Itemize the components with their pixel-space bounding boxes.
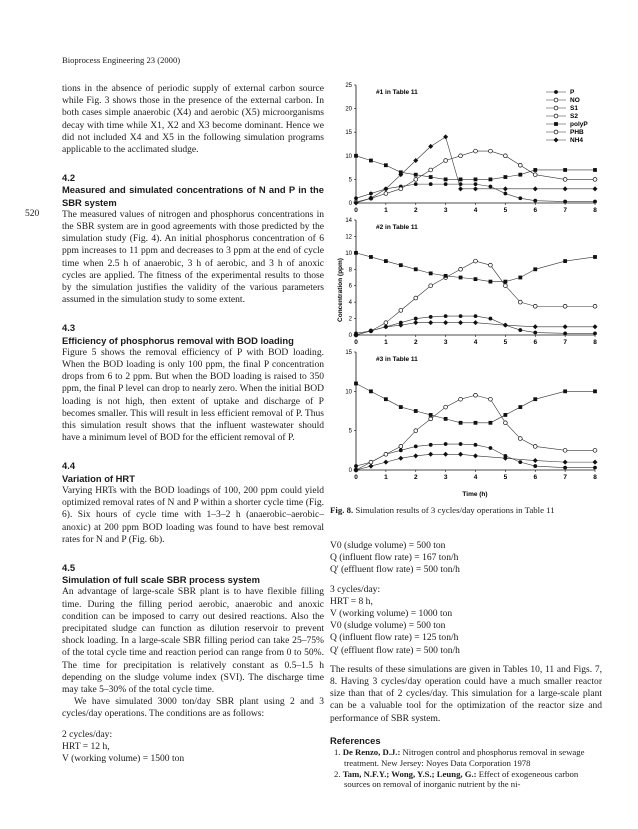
data-point-P [563,200,567,204]
data-point-polyP [563,389,567,393]
section-4-2 [62,172,324,306]
data-point-NO [563,178,567,182]
conditions-2-cycles [62,729,324,766]
data-point-polyP [429,271,433,275]
data-point-P [429,315,433,319]
data-point-NO [414,429,418,433]
references-heading: References [330,734,381,746]
data-point-NH4 [383,324,388,329]
data-point-polyP [533,267,537,271]
data-point-polyP [369,389,373,393]
data-point-NH4 [413,453,418,458]
data-point-NO [399,308,403,312]
legend-marker [554,114,558,118]
condition-line: Q (influent flow rate) = 167 ton/h [330,552,459,564]
data-point-polyP [533,168,537,172]
data-point-NO [593,178,597,182]
data-point-NH4 [458,186,463,191]
data-point-P [354,464,358,468]
condition-line: V0 (sludge volume) = 500 ton [330,540,446,551]
series-line-polyP [356,156,595,180]
data-point-P [563,466,567,470]
data-point-NH4 [368,464,373,469]
data-point-NH4 [593,186,598,191]
y-axis-label: Concentration (ppm) [337,258,344,322]
series-line-polyP [356,383,595,422]
y-tick-label: 0 [348,333,352,339]
data-point-polyP [459,178,463,182]
data-point-polyP [414,173,418,177]
running-head: Bioprocess Engineering 23 (2000) [62,55,181,65]
data-point-polyP [474,421,478,425]
data-point-NO [384,192,388,196]
data-point-polyP [429,413,433,417]
data-point-NH4 [533,458,538,463]
ref-number: 1. [334,747,341,758]
data-point-polyP [399,405,403,409]
section-number: 4.2 [62,172,76,184]
y-tick-label: 5 [348,428,352,435]
data-point-NO [474,393,478,397]
data-point-NO [459,397,463,401]
x-tick-label: 3 [443,474,448,481]
data-point-NO [384,452,388,456]
section-title: Variation of HRT [62,472,135,484]
x-tick-label: 0 [354,207,358,214]
data-point-P [399,448,403,452]
data-point-NO [489,263,493,267]
section-number: 4.4 [62,460,76,472]
data-point-polyP [444,178,448,182]
data-point-NH4 [593,324,598,329]
data-point-NH4 [413,320,418,325]
y-tick-label: 4 [348,300,352,307]
section-text: Figure 5 shows the removal efficiency of P with BOD loading. When the BOD loading is only 100 ppm, the final P concentration drops from 6 to 2 ppm. But when the BOD loading is raised to 350 ppm, the final P level can drop to nearly zero. When the initial BOD loading is not high, then extent of uptake and discharge of P becomes smaller. This will result in less efficient removal of P. Thus this simulation result shows that the influent wastewater should have a minimum level of BOD for the efficient removal of P. [62,346,324,444]
data-point-NO [518,437,522,441]
section-title: Efficiency of phosphorus removal with BOD loading [62,334,294,346]
y-tick-label: 14 [345,218,352,224]
data-point-polyP [369,159,373,163]
data-point-NH4 [368,328,373,333]
legend-marker [554,130,558,134]
data-point-NH4 [473,320,478,325]
legend [570,89,588,144]
data-point-NO [429,168,433,172]
data-point-polyP [503,413,507,417]
data-point-NO [414,178,418,182]
data-point-NO [503,154,507,158]
y-tick-label: 10 [345,389,352,396]
simulation-chart [330,80,602,500]
figure-8 [330,80,602,500]
caption-label: Fig. 8. [330,505,354,515]
x-tick-label: 4 [473,474,478,481]
condition-line: Q' (effluent flow rate) = 500 ton/h [330,644,460,656]
series-line-NO [356,395,595,470]
y-tick-label: 0 [348,468,352,474]
data-point-P [563,331,567,335]
x-tick-label: 0 [354,474,358,481]
data-point-polyP [503,280,507,284]
data-point-NH4 [443,320,448,325]
y-tick-label: 25 [345,83,352,89]
data-point-polyP [474,277,478,281]
data-point-P [459,442,463,446]
section-text: Varying HRTs with the BOD loadings of 100, 200 ppm could yield optimized removal rates of N and P within a shorter cycle time (Fig. 6). Six hours of cycle time with 1–3–2 h (anaerobic–aerobic–anoxic) at 200 ppm BOD loading was found to have best removal rates for N and P (Fig. 6b). [62,484,324,545]
data-point-P [489,446,493,450]
data-point-polyP [503,175,507,179]
data-point-polyP [533,397,537,401]
y-tick-label: 15 [345,350,352,356]
x-tick-label: 3 [443,339,448,346]
x-tick-label: 8 [593,474,597,481]
data-point-NO [563,448,567,452]
section-text-continued: We have simulated 3000 ton/day SBR plant using 2 and 3 cycles/day operations. The conditions are as follows: [62,696,324,720]
legend-label: P [570,89,575,96]
x-tick-label: 6 [533,474,538,481]
data-point-NO [399,187,403,191]
right-column [330,540,602,790]
legend-label: polyP [570,121,588,128]
data-point-P [444,314,448,318]
legend-marker [554,138,559,143]
data-point-P [593,466,597,470]
data-point-NH4 [473,453,478,458]
data-point-P [354,196,358,200]
left-column [62,83,324,765]
data-point-polyP [399,263,403,267]
data-point-NH4 [563,460,568,465]
x-tick-label: 2 [413,474,418,481]
data-point-P [414,317,418,321]
data-point-P [474,182,478,186]
data-point-NH4 [563,324,568,329]
legend-label: NH4 [570,137,584,144]
x-tick-label: 7 [563,207,567,214]
y-tick-label: 10 [345,250,352,257]
condition-line: Q (influent flow rate) = 125 ton/h [330,632,459,644]
data-point-NH4 [428,452,433,457]
data-point-NO [414,296,418,300]
data-point-P [593,331,597,335]
x-tick-label: 4 [473,339,478,346]
data-point-polyP [354,154,358,158]
data-point-polyP [384,397,388,401]
panel-title: #1 in Table 11 [376,89,418,96]
legend-label: PHB [570,129,584,136]
data-point-polyP [593,389,597,393]
data-point-polyP [593,168,597,172]
data-point-P [518,460,522,464]
data-point-NH4 [563,186,568,191]
x-tick-label: 8 [593,339,597,346]
data-point-polyP [518,276,522,280]
data-point-NO [533,173,537,177]
data-point-P [459,314,463,318]
data-point-polyP [384,259,388,263]
y-tick-label: 6 [348,283,352,290]
data-point-NO [518,300,522,304]
data-point-P [414,182,418,186]
section-4-5 [62,562,324,721]
conditions-3-cycles-heading: 3 cycles/day: [330,583,381,595]
data-point-polyP [563,168,567,172]
data-point-P [474,314,478,318]
x-tick-label: 0 [354,339,358,346]
y-tick-label: 12 [345,234,352,241]
reference-item [330,747,602,769]
data-point-NO [444,159,448,163]
data-point-polyP [444,417,448,421]
data-point-NO [459,267,463,271]
data-point-NH4 [503,323,508,328]
section-number: 4.5 [62,561,76,573]
data-point-P [489,185,493,189]
data-point-NO [503,421,507,425]
data-point-polyP [384,163,388,167]
data-point-NH4 [533,186,538,191]
x-tick-label: 5 [503,474,508,481]
data-point-polyP [459,421,463,425]
data-point-NH4 [383,460,388,465]
data-point-NO [489,149,493,153]
x-tick-label: 6 [533,207,538,214]
section-4-3 [62,322,324,444]
data-point-polyP [369,255,373,259]
data-point-P [533,199,537,203]
data-point-NO [474,259,478,263]
x-tick-label: 1 [384,207,388,214]
data-point-NO [474,149,478,153]
data-point-NO [593,304,597,308]
data-point-NH4 [443,452,448,457]
data-point-polyP [518,173,522,177]
ref-number: 2. [334,768,341,779]
data-point-NO [369,460,373,464]
x-tick-label: 2 [413,207,418,214]
x-tick-label: 8 [593,207,597,214]
data-point-NH4 [593,460,598,465]
condition-line: V (working volume) = 1500 ton [62,752,185,764]
x-tick-label: 2 [413,339,418,346]
data-point-P [593,200,597,204]
data-point-NH4 [368,196,373,201]
data-point-NO [489,397,493,401]
ref-authors: Tam, N.F.Y.; Wong, Y.S.; Leung, G.: [342,768,477,779]
data-point-polyP [474,178,478,182]
data-point-NO [533,445,537,449]
data-point-NH4 [503,186,508,191]
legend-label: NO [570,97,580,104]
data-point-NH4 [398,456,403,461]
y-tick-label: 0 [348,201,352,207]
data-point-NH4 [458,320,463,325]
condition-line: V (working volume) = 1000 ton [330,608,453,620]
data-point-P [474,443,478,447]
condition-line: Q' (effluent flow rate) = 500 ton/h [330,564,460,576]
x-tick-label: 7 [563,339,567,346]
data-point-polyP [593,255,597,259]
data-point-NO [384,321,388,325]
condition-line: HRT = 8 h, [330,595,373,607]
y-tick-label: 15 [345,130,352,137]
data-point-polyP [489,421,493,425]
data-point-NH4 [443,134,448,139]
section-text: An advantage of large-scale SBR plant is to have flexible filling time. During the filling period aerobic, anaerobic and anoxic condition can be imposed to carry out desired reactions. Also the precipitated sludge can function as dilution reservoir to prevent shock loading. In a large-scale SBR filling period can take 25–75% of the total cycle time and reaction period can range from 0 to 50%. The time for precipitation is relatively constant as 0.5–1.5 h depending on the sludge volume index (SVI). The discharge time may take 5–30% of the total cycle time. [62,586,324,695]
section-4-4 [62,460,324,545]
data-point-NO [533,304,537,308]
condition-line: 2 cycles/day: [62,728,113,740]
condition-line: V0 (sludge volume) = 500 ton [330,620,446,632]
y-tick-label: 5 [348,177,352,184]
data-point-P [533,331,537,335]
y-tick-label: 2 [348,316,352,323]
data-point-P [444,182,448,186]
caption-text: Simulation results of 3 cycles/day operations in Table 11 [355,505,555,515]
data-point-polyP [354,382,358,386]
data-point-P [444,442,448,446]
y-tick-label: 10 [345,153,352,160]
y-tick-label: 20 [345,106,352,113]
data-point-polyP [444,274,448,278]
data-point-NO [399,445,403,449]
data-point-polyP [518,405,522,409]
x-axis-label: Time (h) [462,491,488,498]
data-point-NO [503,284,507,288]
ref-text: Nitrogen control and phosphorus removal in sewage treatment. New Jersey: Noyes Data Corporation 1978 [344,747,585,768]
legend-marker [554,98,558,102]
data-point-NH4 [428,320,433,325]
x-tick-label: 5 [503,339,508,346]
data-point-P [429,182,433,186]
section-text: The measured values of nitrogen and phosphorus concentrations in the SBR system are in good agreements with those predicted by the simulation study (Fig. 4). An initial phosphorus concentration of 6 ppm increases to 11 ppm and decreases to 3 ppm at the end of cycle time when 2.5 h of anaerobic, 3 h of aerobic, and 3 h of anoxic cycles are applied. The fitness of the experimental results to those by the simulation justifies the validity of the various parameters assumed in the simulation study to some extent. [62,208,324,306]
data-point-NH4 [354,468,359,473]
panel-title: #3 in Table 11 [376,356,418,363]
ref-text: Effect of exogeneous carbon sources on removal of inorganic nutrient by the ni- [344,768,579,790]
data-point-NO [429,417,433,421]
data-point-NO [593,448,597,452]
reference-item [330,769,602,791]
legend-label: S2 [570,113,578,120]
section-number: 4.3 [62,322,76,334]
data-point-polyP [489,280,493,284]
legend-label: S1 [570,105,578,112]
intro-paragraph: tions in the absence of periodic supply of external carbon source while Fig. 3 shows those in the presence of the external carbon. In both cases simple anaerobic (X4) and aerobic (X5) microorganisms decay with time while X1, X2 and X3 become dominant. Hence we did not included X4 and X5 in the following simulation programs applicable to the acclimated sludge. [62,83,324,156]
section-title: Measured and simulated concentrations of N and P in the SBR system [62,184,324,208]
condition-line: HRT = 12 h, [62,740,110,752]
legend-marker [554,90,558,94]
x-tick-label: 7 [563,474,567,481]
data-point-NO [459,154,463,158]
x-tick-label: 4 [473,207,478,214]
y-tick-label: 8 [348,267,352,274]
data-point-NO [518,163,522,167]
data-point-P [369,192,373,196]
data-point-polyP [354,251,358,255]
data-point-P [414,445,418,449]
data-point-P [518,328,522,332]
legend-marker [554,122,558,126]
legend-marker [554,106,558,110]
data-point-NO [429,284,433,288]
series-line-NO [356,151,595,202]
data-point-polyP [429,175,433,179]
data-point-NH4 [533,324,538,329]
data-point-P [503,192,507,196]
x-tick-label: 1 [384,474,388,481]
x-tick-label: 1 [384,339,388,346]
data-point-polyP [414,267,418,271]
data-point-NO [563,304,567,308]
page-number: 520 [25,209,40,219]
data-point-P [429,443,433,447]
data-point-P [533,464,537,468]
data-point-P [489,317,493,321]
data-point-NH4 [473,186,478,191]
x-tick-label: 3 [443,207,448,214]
section-title: Simulation of full scale SBR process system [62,574,260,586]
x-tick-label: 6 [533,339,538,346]
figure-caption [330,505,602,516]
results-paragraph: The results of these simulations are given in Tables 10, 11 and Figs. 7, 8. Having 3 cycles/day operation could have a much smaller reactor size than that of 2 cycles/day. This simulation for a large-scale plant can be a valuable tool for the optimization of the reactor size and performance of SBR system. [330,663,602,724]
data-point-polyP [414,409,418,413]
x-tick-label: 5 [503,207,508,214]
ref-authors: De Renzo, D.J.: [342,747,401,758]
data-point-polyP [563,259,567,263]
data-point-P [518,196,522,200]
panel-title: #2 in Table 11 [376,224,418,231]
data-point-NO [444,405,448,409]
data-point-NH4 [458,452,463,457]
data-point-polyP [489,178,493,182]
data-point-polyP [459,276,463,280]
